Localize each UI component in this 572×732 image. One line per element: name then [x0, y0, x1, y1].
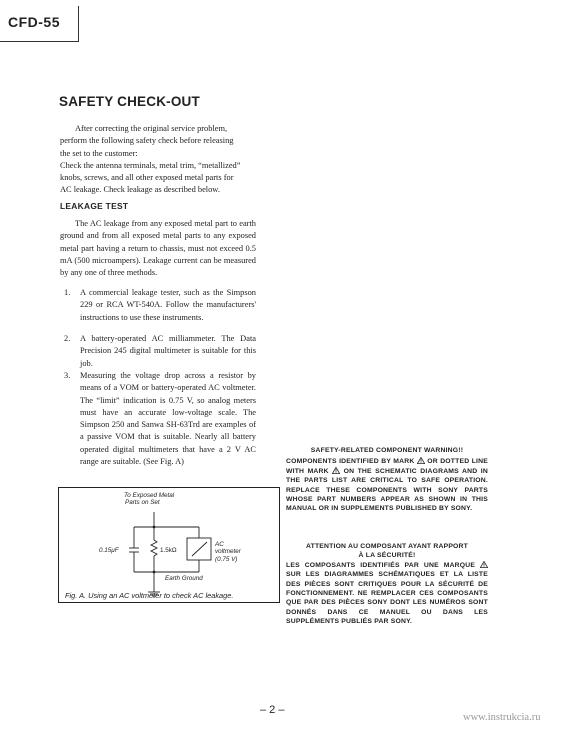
list-item-text: Measuring the voltage drop across a resistor by means of a VOM or battery-operated AC voltmeter. The “limit” indication is 0.75 V, so analog meters must have an accurate low-voltage scale. The Simpson 250 and Sanwa SH-63Trd are examples of a passive VOM that is suitable. Nearly all battery operated digital multimeters that have a 2 V AC range are suitable. (See Fig. A) — [80, 371, 256, 467]
warning-text: OR DOTTED LINE WITH MARK — [286, 458, 488, 475]
capacitor-label: 0.15μF — [99, 547, 119, 554]
resistor-label: 1.5kΩ — [160, 547, 177, 554]
header-divider-vertical — [78, 6, 79, 42]
caution-triangle-icon — [332, 467, 340, 474]
safety-warning-english — [286, 446, 488, 514]
caution-triangle-icon — [417, 457, 425, 464]
warning-heading: SAFETY-RELATED COMPONENT WARNING!! — [310, 447, 464, 454]
resistor-zigzag — [151, 540, 157, 556]
voltmeter-label-line: (0.75 V) — [215, 555, 238, 563]
warning-text: SUR LES DIAGRAMMES SCHÉMATIQUES ET LA LISTE DES PIÈCES SONT CRITIQUES POUR LA SÉCURITÉ DE FONCTIONNEMENT. NE REMPLACER CES COMPOSANTS QUE PAR DES PIÈCES SONY DONT LES NUMÉROS SONT DONNÉS DANS CE MANUEL OU DANS LES SUPPLÉMENTS PUBLIÉS PAR SONY. — [286, 571, 488, 626]
warning-body — [286, 457, 488, 513]
model-number: CFD-55 — [8, 14, 61, 30]
page-number: – 2 – — [260, 704, 285, 716]
junction-dot — [153, 526, 156, 529]
intro-line: AC leakage. Check leakage as described below. — [60, 185, 220, 195]
intro-paragraph — [60, 123, 256, 197]
intro-line: knobs, screws, and all other exposed metal parts for — [60, 173, 234, 183]
voltmeter-label-line: AC — [215, 541, 224, 548]
junction-dot — [153, 571, 156, 574]
header-divider-horizontal — [0, 41, 78, 42]
safety-warning-french — [286, 542, 488, 627]
voltmeter-label — [215, 541, 241, 563]
warning-text: COMPONENTS IDENTIFIED BY MARK — [286, 458, 417, 466]
meter-needle — [192, 542, 207, 556]
warning-heading: ATTENTION AU COMPOSANT AYANT RAPPORT — [305, 543, 469, 550]
leakage-paragraph: The AC leakage from any exposed metal part to earth ground and from all exposed metal parts to any exposed metal part having a return to chassis, must not exceed 0.5 mA (500 microampers). Leakage current can be measured by any one of three methods. — [60, 219, 256, 278]
warning-text: ON THE SCHEMATIC DIAGRAMS AND IN THE PARTS LIST ARE CRITICAL TO SAFE OPERATION. REPLACE THESE COMPONENTS WITH SONY PARTS WHOSE PART NUMBERS APPEAR AS SHOWN IN THIS MANUAL OR IN SUPPLEMENTS PUBLISHED BY SONY. — [286, 467, 488, 513]
section-title: SAFETY CHECK-OUT — [59, 94, 200, 109]
voltmeter-label-line: voltmeter — [215, 548, 241, 556]
figure-a — [58, 487, 280, 603]
warning-body — [286, 561, 488, 627]
probe-label-line: To Exposed Metal — [124, 492, 175, 499]
leakage-test-heading: LEAKAGE TEST — [60, 201, 129, 211]
figure-caption: Fig. A. Using an AC voltmeter to check AC leakage. — [65, 591, 234, 600]
list-item-number: 3. — [64, 371, 71, 380]
list-item-number: 1. — [64, 288, 71, 297]
list-item-text: A battery-operated AC milliammeter. The Data Precision 245 digital multimeter is suitable for this job. — [80, 334, 256, 368]
intro-line: After correcting the original service problem, — [75, 124, 228, 133]
earth-ground-label: Earth Ground — [165, 575, 203, 582]
probe-label-line: Parts on Set — [125, 499, 160, 507]
intro-line: perform the following safety check before releasing — [60, 136, 234, 146]
probe-label — [124, 492, 174, 507]
watermark: www.instrukcia.ru — [463, 712, 541, 723]
warning-text: LES COMPOSANTS IDENTIFIÉS PAR UNE MARQUE — [286, 561, 480, 569]
warning-heading: À LA SÉCURITÉ! — [358, 552, 416, 560]
caution-triangle-icon — [480, 561, 488, 568]
intro-line: the set to the customer: — [60, 148, 138, 158]
list-item-number: 2. — [64, 334, 71, 343]
list-item-text: A commercial leakage tester, such as the Simpson 229 or RCA WT-540A. Follow the manufacturers' instructions to use these instruments. — [80, 288, 256, 322]
intro-line: Check the antenna terminals, metal trim, “metallized” — [60, 160, 241, 170]
